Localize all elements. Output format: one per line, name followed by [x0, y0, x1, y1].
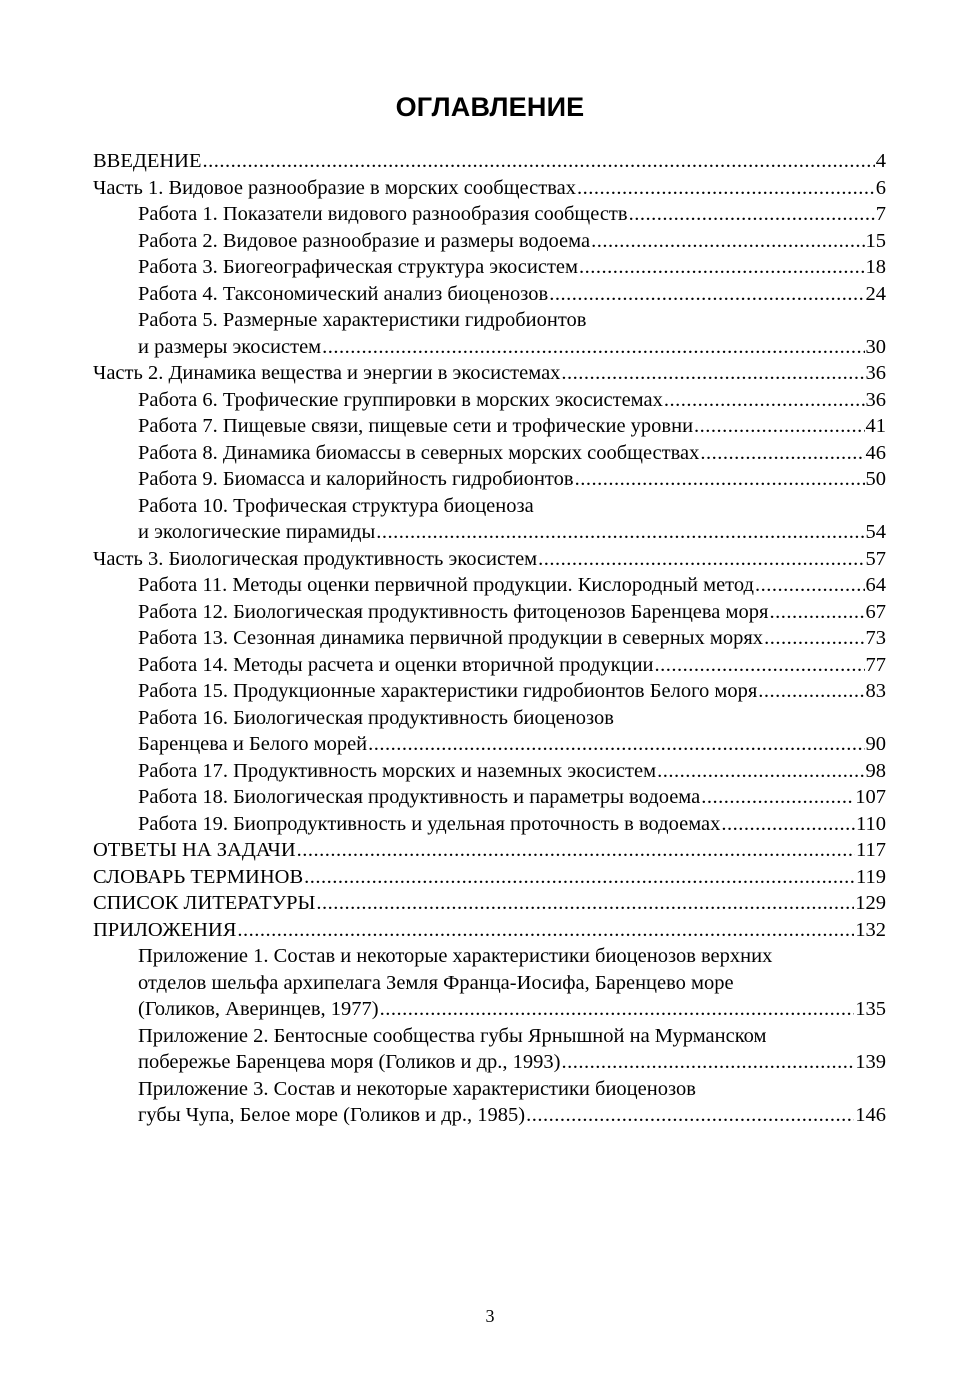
toc-leader-dots [664, 387, 865, 414]
toc-entry-page: 36 [865, 388, 886, 411]
toc-entry-text: СЛОВАРЬ ТЕРМИНОВ [93, 865, 304, 888]
toc-entry[interactable] [93, 943, 886, 970]
toc-entry-text: Работа 9. Биомасса и калорийность гидробионтов [138, 468, 574, 490]
toc-leader-dots [764, 625, 864, 652]
toc-entry-page: 4 [875, 150, 886, 172]
toc-entry[interactable] [93, 731, 886, 758]
toc-entry[interactable] [93, 228, 886, 255]
toc-entry-text: ОТВЕТЫ НА ЗАДАЧИ [93, 839, 296, 861]
toc-entry-text: Работа 13. Сезонная динамика первичной продукции в северных морях [138, 627, 764, 649]
toc-entry-page: 107 [855, 786, 886, 808]
toc-entry[interactable] [93, 546, 886, 573]
toc-leader-dots [755, 572, 865, 599]
toc-entry-page: 57 [865, 547, 886, 570]
toc-entry-page: 117 [856, 839, 886, 861]
toc-entry-text: Часть 1. Видовое разнообразие в морских сообществах [93, 176, 576, 199]
toc-entry[interactable] [93, 970, 886, 997]
toc-leader-dots [721, 811, 855, 838]
toc-entry-page: 83 [865, 680, 886, 702]
toc-entry[interactable] [93, 1023, 886, 1050]
toc-leader-dots [575, 466, 865, 493]
toc-entry-page: 54 [865, 521, 886, 543]
toc-entry-page: 73 [865, 627, 886, 649]
toc-entry-page: 135 [855, 998, 886, 1020]
toc-entry-page: 90 [865, 733, 886, 755]
table-of-contents [93, 148, 886, 1129]
toc-leader-dots [769, 599, 864, 626]
toc-entry[interactable] [93, 175, 886, 202]
toc-entry-text: Работа 19. Биопродуктивность и удельная проточность в водоемах [138, 812, 721, 835]
toc-entry[interactable] [93, 864, 886, 891]
toc-entry-text: Часть 3. Биологическая продуктивность экосистем [93, 547, 538, 570]
toc-entry-text: Работа 8. Динамика биомассы в северных морских сообществах [138, 441, 700, 464]
toc-entry-page: 41 [865, 415, 886, 437]
toc-entry-text: Работа 6. Трофические группировки в морских экосистемах [138, 388, 663, 411]
toc-entry-page: 77 [865, 653, 886, 676]
toc-entry-text: Работа 10. Трофическая структура биоценоза [138, 494, 534, 517]
toc-entry-page: 6 [875, 176, 886, 199]
toc-entry-text: Работа 12. Биологическая продуктивность фитоценозов Баренцева моря [138, 600, 769, 623]
toc-entry[interactable] [93, 758, 886, 785]
toc-entry[interactable] [93, 811, 886, 838]
toc-entry-text: (Голиков, Аверинцев, 1977) [138, 998, 379, 1020]
toc-entry-text: Приложение 1. Состав и некоторые характеристики биоценозов верхних [138, 945, 773, 967]
toc-leader-dots [700, 440, 864, 467]
toc-entry-text: Работа 3. Биогеографическая структура экосистем [138, 256, 578, 278]
toc-leader-dots [579, 254, 865, 281]
toc-entry-text: Работа 18. Биологическая продуктивность и параметры водоема [138, 786, 701, 808]
toc-entry[interactable] [93, 519, 886, 546]
toc-leader-dots [629, 201, 875, 228]
toc-leader-dots [577, 175, 875, 202]
toc-entry[interactable] [93, 254, 886, 281]
toc-entry-page: 67 [865, 600, 886, 623]
toc-leader-dots [316, 890, 854, 917]
toc-entry-page: 15 [865, 229, 886, 252]
toc-leader-dots [758, 678, 864, 705]
toc-entry[interactable] [93, 148, 886, 175]
toc-entry-page: 98 [865, 759, 886, 782]
toc-entry-page: 36 [865, 362, 886, 384]
toc-entry-text: Работа 5. Размерные характеристики гидробионтов [138, 309, 587, 331]
toc-entry-page: 24 [865, 282, 886, 305]
toc-entry-text: Работа 7. Пищевые связи, пищевые сети и трофические уровни [138, 415, 694, 437]
toc-leader-dots [380, 996, 855, 1023]
toc-entry-page: 18 [865, 256, 886, 278]
toc-entry-page: 139 [855, 1051, 886, 1073]
toc-entry[interactable] [93, 1076, 886, 1103]
toc-entry-text: побережье Баренцева моря (Голиков и др., 1993) [138, 1051, 561, 1073]
toc-entry-text: Приложение 2. Бентосные сообщества губы Ярнышной на Мурманском [138, 1024, 767, 1047]
toc-entry[interactable] [93, 201, 886, 228]
toc-entry[interactable] [93, 599, 886, 626]
toc-leader-dots [203, 148, 875, 175]
toc-entry[interactable] [93, 307, 886, 334]
toc-leader-dots [549, 281, 864, 308]
toc-entry[interactable] [93, 678, 886, 705]
toc-entry[interactable] [93, 360, 886, 387]
toc-entry-text: Работа 2. Видовое разнообразие и размеры водоема [138, 229, 591, 252]
toc-leader-dots [538, 546, 864, 573]
toc-entry[interactable] [93, 890, 886, 917]
toc-entry[interactable] [93, 784, 886, 811]
toc-entry[interactable] [93, 572, 886, 599]
toc-entry[interactable] [93, 1049, 886, 1076]
toc-leader-dots [322, 334, 864, 361]
toc-entry-page: 7 [875, 203, 886, 225]
toc-entry-page: 132 [855, 918, 886, 941]
toc-leader-dots [368, 731, 864, 758]
toc-entry[interactable] [93, 493, 886, 520]
toc-entry-text: Работа 4. Таксономический анализ биоценозов [138, 282, 549, 305]
toc-entry-page: 50 [865, 468, 886, 490]
toc-leader-dots [304, 864, 855, 891]
toc-leader-dots [701, 784, 854, 811]
toc-entry[interactable] [93, 1102, 886, 1129]
toc-entry-page: 30 [865, 335, 886, 358]
toc-entry[interactable] [93, 387, 886, 414]
toc-entry-text: отделов шельфа архипелага Земля Франца-Иосифа, Баренцево море [138, 971, 734, 994]
toc-entry[interactable] [93, 413, 886, 440]
toc-leader-dots [561, 360, 864, 387]
toc-entry-text: Работа 15. Продукционные характеристики гидробионтов Белого моря [138, 680, 758, 702]
toc-entry-text: и экологические пирамиды [138, 521, 376, 543]
toc-entry[interactable] [93, 440, 886, 467]
toc-leader-dots [526, 1102, 854, 1129]
toc-leader-dots [237, 917, 854, 944]
toc-entry[interactable] [93, 466, 886, 493]
toc-entry-text: СПИСОК ЛИТЕРАТУРЫ [93, 892, 316, 914]
toc-leader-dots [562, 1049, 855, 1076]
toc-entry-text: Работа 11. Методы оценки первичной продукции. Кислородный метод [138, 574, 754, 596]
toc-entry[interactable] [93, 652, 886, 679]
toc-entry[interactable] [93, 705, 886, 732]
toc-leader-dots [694, 413, 864, 440]
toc-entry-text: ПРИЛОЖЕНИЯ [93, 918, 237, 941]
toc-entry-text: Работа 17. Продуктивность морских и наземных экосистем [138, 759, 657, 782]
toc-entry-page: 129 [855, 892, 886, 914]
toc-entry-page: 64 [865, 574, 886, 596]
toc-entry-page: 110 [856, 812, 886, 835]
toc-entry-page: 119 [856, 865, 886, 888]
toc-entry[interactable] [93, 996, 886, 1023]
toc-entry-page: 46 [865, 441, 886, 464]
toc-leader-dots [297, 837, 855, 864]
toc-entry[interactable] [93, 281, 886, 308]
toc-entry-text: губы Чупа, Белое море (Голиков и др., 1985) [138, 1104, 526, 1126]
toc-entry[interactable] [93, 917, 886, 944]
toc-entry[interactable] [93, 625, 886, 652]
toc-leader-dots [376, 519, 864, 546]
toc-entry-text: Часть 2. Динамика вещества и энергии в экосистемах [93, 362, 561, 384]
toc-entry-text: Приложение 3. Состав и некоторые характеристики биоценозов [138, 1077, 696, 1100]
toc-entry[interactable] [93, 334, 886, 361]
toc-entry[interactable] [93, 837, 886, 864]
page-title: ОГЛАВЛЕНИЕ [395, 92, 585, 122]
toc-entry-text: и размеры экосистем [138, 335, 322, 358]
toc-entry-text: Работа 14. Методы расчета и оценки вторичной продукции [138, 653, 654, 676]
toc-leader-dots [591, 228, 864, 255]
toc-entry-text: Баренцева и Белого морей [138, 733, 368, 755]
page-number: 3 [485, 1306, 495, 1326]
toc-entry-text: ВВЕДЕНИЕ [93, 150, 202, 172]
toc-entry-page: 146 [855, 1104, 886, 1126]
toc-leader-dots [657, 758, 864, 785]
toc-leader-dots [655, 652, 865, 679]
toc-entry-text: Работа 1. Показатели видового разнообразия сообществ [138, 203, 628, 225]
toc-entry-text: Работа 16. Биологическая продуктивность биоценозов [138, 706, 614, 729]
